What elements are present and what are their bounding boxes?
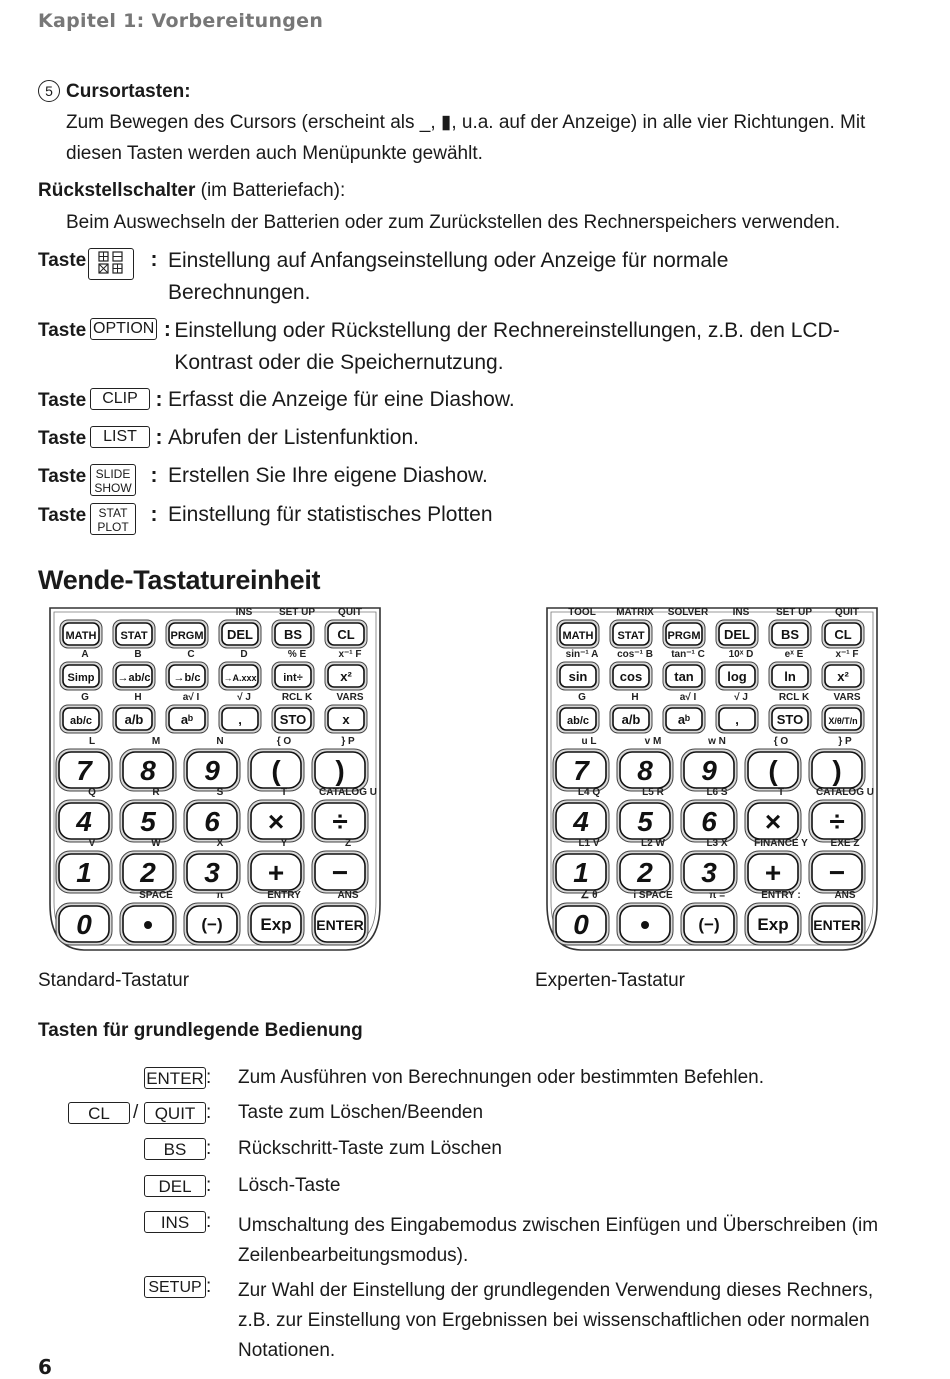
svg-text:(: ( xyxy=(271,755,281,786)
cursor-keys-text-1: Zum Bewegen des Cursors (erscheint als _, ▮, u.a. auf der Anzeige) in alle vier Richtungen. Mit xyxy=(66,112,866,133)
reset-switch-title: Rückstellschalter xyxy=(38,180,196,201)
svg-text:1: 1 xyxy=(76,857,92,888)
keyboard-key xyxy=(120,851,176,893)
keyboard-key xyxy=(248,800,304,842)
keyboard-key-label: L5 R xyxy=(642,787,664,798)
keyboard-key-label: ANS xyxy=(337,890,359,901)
svg-text:aᵇ: aᵇ xyxy=(677,712,691,727)
taste-label: Taste xyxy=(38,466,87,487)
keyboard-key-label: ANS xyxy=(834,890,856,901)
keyboard-key xyxy=(617,800,673,842)
taste-label: Taste xyxy=(38,250,87,271)
keyboard-key xyxy=(681,851,737,893)
keyboard-key xyxy=(557,620,599,648)
basic-colon: : xyxy=(206,1102,212,1123)
keyboard-key xyxy=(248,749,304,791)
keyboard-key xyxy=(617,749,673,791)
taste-row xyxy=(38,388,918,426)
svg-text:3: 3 xyxy=(204,857,220,888)
expert-keyboard-illustration xyxy=(543,604,881,954)
chapter-header: Kapitel 1: Vorbereitungen xyxy=(38,10,324,32)
keyboard-key xyxy=(716,662,758,690)
basic-text: Zur Wahl der Einstellung der grundlegenden Verwendung dieses Rechners, z.B. zur Einstellung von Ergebnissen bei wissenschaftlichen oder normalen Notationen. xyxy=(238,1280,874,1361)
keyboard-key-label: QUIT xyxy=(338,607,362,618)
taste-text-cont: Kontrast oder die Speichernutzung. xyxy=(174,351,504,374)
keyboard-key xyxy=(610,705,652,733)
keyboard-key xyxy=(681,800,737,842)
keyboard-key-label: L1 V xyxy=(578,838,600,849)
taste-row xyxy=(38,248,918,318)
svg-text:−: − xyxy=(331,857,349,888)
basic-text: Lösch-Taste xyxy=(238,1175,341,1196)
keyboard-key-label: INS xyxy=(732,607,750,618)
option-key: OPTION xyxy=(90,318,157,340)
basic-colon: : xyxy=(206,1138,212,1159)
keyboard-key xyxy=(60,705,102,733)
keyboard-key xyxy=(312,800,368,842)
svg-text:MATH: MATH xyxy=(562,630,594,642)
svg-text:X/θ/T/n: X/θ/T/n xyxy=(828,716,858,726)
keyboard-key-label: M xyxy=(151,736,161,747)
taste-colon: : xyxy=(155,426,163,449)
keyboard-key-label: G xyxy=(81,692,89,703)
basic-text: Rückschritt-Taste zum Löschen xyxy=(238,1138,502,1159)
svg-text:→b/c: →b/c xyxy=(173,672,201,684)
keyboard-key xyxy=(312,749,368,791)
svg-text:STO: STO xyxy=(279,712,307,727)
keyboard-key xyxy=(248,851,304,893)
svg-text:ENTER: ENTER xyxy=(316,917,364,933)
display-mode-icon xyxy=(88,248,134,280)
keyboard-key xyxy=(769,705,811,733)
keyboard-key xyxy=(809,800,865,842)
keyboard-key xyxy=(681,749,737,791)
svg-text:ab/c: ab/c xyxy=(566,715,590,727)
svg-text:Exp: Exp xyxy=(260,915,292,934)
keyboard-key-label: u L xyxy=(581,736,597,747)
ins-key: INS xyxy=(144,1211,206,1233)
keyboard-key-label: π xyxy=(216,890,224,901)
basic-colon: : xyxy=(206,1175,212,1196)
keyboard-key-label: R xyxy=(152,787,160,798)
svg-text:log: log xyxy=(727,669,747,684)
svg-text:ab/c: ab/c xyxy=(69,715,93,727)
svg-text:PRGM: PRGM xyxy=(170,630,204,642)
taste-text: Erstellen Sie Ihre eigene Diashow. xyxy=(168,464,488,487)
taste-text: Abrufen der Listenfunktion. xyxy=(168,426,419,449)
keyboard-key-label: N xyxy=(216,736,224,747)
keyboard-key xyxy=(553,903,609,945)
keyboard-key xyxy=(272,705,314,733)
svg-text:DEL: DEL xyxy=(227,627,253,642)
keyboard-key xyxy=(166,662,208,690)
keyboard-key xyxy=(184,800,240,842)
keyboard-key xyxy=(745,903,801,945)
keyboard-key-label: x⁻¹ F xyxy=(338,649,362,660)
keyboard-key xyxy=(822,662,864,690)
svg-text:(−): (−) xyxy=(201,915,223,934)
reset-switch-note: (im Batteriefach): xyxy=(195,180,346,201)
keyboard-key xyxy=(325,705,367,733)
keyboard-key-label: SET UP xyxy=(775,607,813,618)
keyboard-key xyxy=(553,749,609,791)
svg-text:x²: x² xyxy=(340,669,352,684)
keyboard-key xyxy=(120,800,176,842)
keyboard-key-label: MATRIX xyxy=(616,607,654,618)
keyboard-key-label: T xyxy=(280,787,288,798)
svg-text:CL: CL xyxy=(834,627,852,642)
svg-text:→A.xxx: →A.xxx xyxy=(223,673,257,683)
keyboard-key-label: { O xyxy=(773,736,789,747)
keyboard-key xyxy=(617,903,673,945)
taste-label: Taste xyxy=(38,390,87,411)
keyboard-key xyxy=(822,620,864,648)
keyboard-key-label: H xyxy=(134,692,142,703)
keyboard-key xyxy=(809,851,865,893)
svg-text:a/b: a/b xyxy=(621,712,641,727)
keyboard-key xyxy=(325,662,367,690)
keyboard-key-label: G xyxy=(578,692,586,703)
svg-text:STAT: STAT xyxy=(120,630,148,642)
taste-row xyxy=(38,503,918,542)
section-title: Wende-Tastatureinheit xyxy=(38,565,321,595)
taste-row xyxy=(38,426,918,464)
keyboard-key xyxy=(56,851,112,893)
keyboard-key-label: 10ˣ D xyxy=(728,649,754,660)
svg-text:4: 4 xyxy=(573,806,589,837)
setup-key: SETUP xyxy=(144,1276,206,1298)
svg-text:BS: BS xyxy=(283,627,303,642)
keyboard-key-label: H xyxy=(631,692,639,703)
svg-text:a/b: a/b xyxy=(124,712,144,727)
svg-text:2: 2 xyxy=(140,857,156,888)
keyboard-key-label: √ J xyxy=(734,692,748,703)
keyboard-key-label: W xyxy=(151,838,161,849)
taste-list xyxy=(38,248,918,542)
taste-label: Taste xyxy=(38,428,87,449)
keyboard-key xyxy=(219,620,261,648)
keyboard-key xyxy=(745,749,801,791)
svg-text:8: 8 xyxy=(637,755,653,786)
keyboard-key xyxy=(716,620,758,648)
svg-text:): ) xyxy=(335,755,345,786)
keyboard-key-label: √ J xyxy=(237,692,251,703)
svg-text:aᵇ: aᵇ xyxy=(180,712,194,727)
keyboard-key xyxy=(822,705,864,733)
taste-label: Taste xyxy=(38,320,87,341)
list-key: LIST xyxy=(90,426,150,448)
svg-text:ENTER: ENTER xyxy=(813,917,861,933)
keyboard-key xyxy=(663,620,705,648)
keyboard-key xyxy=(610,620,652,648)
item-number: 5 xyxy=(38,80,60,102)
svg-text:→ab/c: →ab/c xyxy=(117,672,151,684)
svg-text:MATH: MATH xyxy=(65,630,97,642)
keyboard-key-label: L6 S xyxy=(706,787,728,798)
keyboard-key xyxy=(184,749,240,791)
svg-text:STAT: STAT xyxy=(617,630,645,642)
keyboard-key-label: a√ I xyxy=(182,692,200,703)
taste-text: Einstellung für statistisches Plotten xyxy=(168,503,493,526)
svg-text:(−): (−) xyxy=(698,915,720,934)
svg-text:÷: ÷ xyxy=(332,806,348,837)
keyboard-key xyxy=(113,620,155,648)
keyboard-key-label: L4 Q xyxy=(577,787,601,798)
taste-text: Einstellung auf Anfangseinstellung oder Anzeige für normale xyxy=(168,249,729,272)
keyboard-key xyxy=(56,749,112,791)
cursor-keys-title: Cursortasten: xyxy=(66,81,191,102)
keyboard-key-label: i SPACE xyxy=(633,890,673,901)
keyboard-key-label: A xyxy=(81,649,89,660)
cl-key: CL xyxy=(68,1102,130,1124)
svg-text:,: , xyxy=(735,712,739,727)
svg-text:0: 0 xyxy=(76,909,92,940)
reset-switch-text: Beim Auswechseln der Batterien oder zum Zurückstellen des Rechnerspeichers verwenden. xyxy=(66,212,841,233)
keyboard-key xyxy=(610,662,652,690)
svg-text:5: 5 xyxy=(637,806,653,837)
keyboard-key-label: X xyxy=(216,838,224,849)
keyboard-key-label: x⁻¹ F xyxy=(835,649,859,660)
keyboard-key-label: SPACE xyxy=(139,890,173,901)
svg-text:•: • xyxy=(640,909,650,940)
taste-colon: : xyxy=(150,248,158,271)
keyboard-key xyxy=(113,705,155,733)
keyboard-key-label: L3 X xyxy=(706,838,728,849)
clip-key: CLIP xyxy=(90,388,150,410)
svg-text:tan: tan xyxy=(674,669,694,684)
svg-text:7: 7 xyxy=(573,755,589,786)
basic-text: Umschaltung des Eingabemodus zwischen Einfügen und Überschreiben (im Zeilenbearbeitungsmodus). xyxy=(238,1215,879,1266)
svg-text:BS: BS xyxy=(780,627,800,642)
keyboard-key xyxy=(716,705,758,733)
keyboard-key xyxy=(809,749,865,791)
keyboard-key xyxy=(272,662,314,690)
basic-colon: : xyxy=(206,1067,212,1088)
keyboard-key-label: SET UP xyxy=(278,607,316,618)
keyboard-key-label: TOOL xyxy=(568,607,596,618)
keyboard-key-label: tan⁻¹ C xyxy=(671,649,705,660)
keyboard-key xyxy=(219,705,261,733)
keyboard-key xyxy=(60,620,102,648)
svg-text:CL: CL xyxy=(337,627,355,642)
keyboard-key xyxy=(745,851,801,893)
svg-text:6: 6 xyxy=(701,806,717,837)
svg-text:(: ( xyxy=(768,755,778,786)
keyboard-key-label: eˣ E xyxy=(784,649,804,660)
keyboard-key xyxy=(557,662,599,690)
keyboard-key xyxy=(663,705,705,733)
svg-text:DEL: DEL xyxy=(724,627,750,642)
basic-keys-title: Tasten für grundlegende Bedienung xyxy=(38,1020,363,1041)
keyboard-key xyxy=(663,662,705,690)
standard-keyboard-illustration xyxy=(46,604,384,954)
basic-colon: : xyxy=(206,1276,212,1297)
keyboard-key-label: CATALOG U xyxy=(319,787,377,798)
keyboard-key-label: INS xyxy=(235,607,253,618)
keyboard-key xyxy=(56,903,112,945)
svg-text:8: 8 xyxy=(140,755,156,786)
keyboard-key-label: SOLVER xyxy=(667,607,709,618)
standard-keyboard-caption: Standard-Tastatur xyxy=(38,970,190,991)
bs-key: BS xyxy=(144,1138,206,1160)
taste-label: Taste xyxy=(38,505,87,526)
enter-key: ENTER xyxy=(144,1067,206,1089)
svg-text:9: 9 xyxy=(701,755,717,786)
keyboard-key-label: EXE Z xyxy=(830,838,860,849)
keyboard-key xyxy=(113,662,155,690)
keyboard-key-label: w N xyxy=(708,736,726,747)
keyboard-key xyxy=(166,705,208,733)
keyboard-key-label: C xyxy=(187,649,195,660)
keyboard-key-label: RCL K xyxy=(778,692,810,703)
svg-text:×: × xyxy=(267,806,285,837)
basic-text: Zum Ausführen von Berechnungen oder bestimmten Befehlen. xyxy=(238,1067,764,1088)
svg-text:STO: STO xyxy=(776,712,804,727)
keyboard-key xyxy=(769,620,811,648)
taste-text: Einstellung oder Rückstellung der Rechnereinstellungen, z.B. den LCD- xyxy=(174,319,840,342)
taste-colon: : xyxy=(150,503,158,526)
keyboard-key-label: sin⁻¹ A xyxy=(565,649,599,660)
keyboard-key-label: QUIT xyxy=(835,607,859,618)
expert-keyboard-caption: Experten-Tastatur xyxy=(535,970,685,991)
svg-text:PRGM: PRGM xyxy=(667,630,701,642)
keyboard-key xyxy=(60,662,102,690)
keyboard-key xyxy=(769,662,811,690)
keyboard-key-label: ENTRY : xyxy=(761,890,801,901)
keyboard-key-label: L2 W xyxy=(641,838,665,849)
svg-text:4: 4 xyxy=(76,806,92,837)
keyboard-key xyxy=(809,903,865,945)
svg-text:•: • xyxy=(143,909,153,940)
svg-text:x²: x² xyxy=(837,669,849,684)
keyboard-key-label: V xyxy=(88,838,96,849)
stat-plot-key: STAT PLOT xyxy=(90,503,136,535)
svg-text:×: × xyxy=(764,806,782,837)
svg-text:2: 2 xyxy=(637,857,653,888)
page-number: 6 xyxy=(38,1355,52,1379)
keyboard-key-label: } P xyxy=(838,736,852,747)
keyboard-key xyxy=(617,851,673,893)
keyboard-key xyxy=(557,705,599,733)
keyboard-key-label: π = xyxy=(708,890,726,901)
keyboard-key xyxy=(553,851,609,893)
keyboard-key-label: RCL K xyxy=(281,692,313,703)
keyboard-key-label: S xyxy=(216,787,224,798)
svg-text:Exp: Exp xyxy=(757,915,789,934)
taste-row xyxy=(38,464,918,503)
cursor-keys-text-2: diesen Tasten werden auch Menüpunkte gewählt. xyxy=(66,143,483,164)
keyboard-key-label: Q xyxy=(88,787,96,798)
svg-text:1: 1 xyxy=(573,857,589,888)
svg-text:int÷: int÷ xyxy=(283,672,303,684)
svg-text:cos: cos xyxy=(619,669,643,684)
svg-text:+: + xyxy=(764,857,782,888)
keyboard-key xyxy=(745,800,801,842)
svg-text:÷: ÷ xyxy=(829,806,845,837)
keyboard-key xyxy=(312,903,368,945)
svg-text:5: 5 xyxy=(140,806,156,837)
svg-text:0: 0 xyxy=(573,909,589,940)
keyboard-key-label: v M xyxy=(644,736,662,747)
taste-colon: : xyxy=(163,318,171,341)
keyboard-key xyxy=(553,800,609,842)
keyboard-key-label: a√ I xyxy=(679,692,697,703)
svg-text:7: 7 xyxy=(76,755,92,786)
reset-switch-heading xyxy=(38,180,345,202)
keyboard-key xyxy=(248,903,304,945)
keyboard-key xyxy=(681,903,737,945)
keyboard-key-label: L xyxy=(88,736,96,747)
keyboard-key-label: Y xyxy=(280,838,288,849)
keyboard-key-label: VARS xyxy=(336,692,364,703)
basic-colon: : xyxy=(206,1211,212,1232)
keyboard-key xyxy=(120,749,176,791)
svg-text:3: 3 xyxy=(701,857,717,888)
keyboard-key-label: % E xyxy=(287,649,307,660)
keyboard-key-label: ENTRY xyxy=(267,890,301,901)
keyboard-key-label: Z xyxy=(344,838,352,849)
svg-text:−: − xyxy=(828,857,846,888)
taste-row xyxy=(38,318,918,388)
cursor-keys-heading xyxy=(38,80,191,103)
svg-text:+: + xyxy=(267,857,285,888)
svg-text:,: , xyxy=(238,712,242,727)
svg-text:sin: sin xyxy=(568,669,588,684)
svg-text:x: x xyxy=(342,712,350,727)
taste-colon: : xyxy=(155,388,163,411)
keyboard-key xyxy=(184,903,240,945)
keyboard-key xyxy=(272,620,314,648)
keyboard-key-label: B xyxy=(134,649,142,660)
svg-text:ln: ln xyxy=(784,669,796,684)
keyboard-key xyxy=(56,800,112,842)
keyboard-key xyxy=(312,851,368,893)
keyboard-key xyxy=(166,620,208,648)
keyboard-key-label: ∠ θ xyxy=(580,890,598,901)
del-key: DEL xyxy=(144,1175,206,1197)
svg-text:): ) xyxy=(832,755,842,786)
quit-key: QUIT xyxy=(144,1102,206,1124)
keyboard-key xyxy=(219,662,261,690)
keyboard-key xyxy=(325,620,367,648)
taste-colon: : xyxy=(150,464,158,487)
keyboard-key-label: VARS xyxy=(833,692,861,703)
keyboard-key-label: FINANCE Y xyxy=(754,838,808,849)
keyboard-key-label: D xyxy=(240,649,248,660)
svg-text:9: 9 xyxy=(204,755,220,786)
keyboard-key-label: cos⁻¹ B xyxy=(617,649,653,660)
slide-show-key: SLIDE SHOW xyxy=(90,464,136,496)
keyboard-key-label: { O xyxy=(276,736,292,747)
taste-text: Erfasst die Anzeige für eine Diashow. xyxy=(168,388,515,411)
keyboard-key-label: T xyxy=(777,787,785,798)
key-separator: / xyxy=(133,1102,139,1123)
basic-text: Taste zum Löschen/Beenden xyxy=(238,1102,484,1123)
svg-text:6: 6 xyxy=(204,806,220,837)
keyboard-key xyxy=(120,903,176,945)
keyboard-key-label: } P xyxy=(341,736,355,747)
svg-text:Simp: Simp xyxy=(67,672,95,684)
keyboard-key xyxy=(184,851,240,893)
keyboard-key-label: CATALOG U xyxy=(816,787,874,798)
taste-text-cont: Berechnungen. xyxy=(168,281,311,304)
